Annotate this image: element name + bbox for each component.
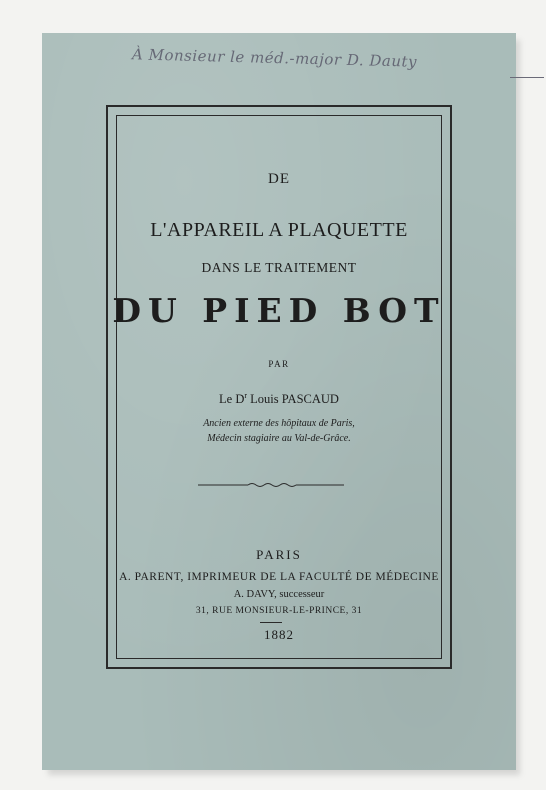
inscription-dash	[510, 77, 544, 78]
author-line	[108, 391, 450, 407]
title-page-content	[108, 107, 450, 667]
title-line-3: DU PIED BOT	[112, 291, 446, 330]
successor-line	[108, 589, 450, 600]
printer-address: 31, RUE MONSIEUR-LE-PRINCE, 31	[195, 606, 363, 616]
ornamental-rule	[198, 481, 344, 489]
title-line-1: L'APPAREIL A PLAQUETTE	[150, 219, 408, 241]
year-rule	[260, 622, 282, 623]
handwritten-inscription	[132, 43, 462, 83]
printer-line: A. PARENT, IMPRIMEUR DE LA FACULTÉ DE MÉDECINE	[119, 571, 439, 583]
preposition: DE	[268, 171, 290, 187]
author-name: Louis PASCAUD	[250, 392, 339, 407]
successor-role: successeur	[279, 589, 325, 600]
inscription-text: À Monsieur le méd.-major D. Dauty	[131, 45, 418, 71]
by-label: PAR	[268, 359, 290, 369]
publication-city: PARIS	[256, 547, 302, 562]
title-frame-outer	[106, 105, 452, 669]
successor-name: A. DAVY,	[233, 589, 277, 600]
title-line-2: DANS LE TRAITEMENT	[201, 260, 357, 275]
author-description-2: Médecin stagiaire au Val-de-Grâce.	[207, 433, 351, 444]
author-prefix: Le D	[219, 392, 245, 407]
book-cover	[42, 33, 516, 770]
publication-year: 1882	[264, 627, 294, 642]
author-description-1: Ancien externe des hôpitaux de Paris,	[203, 418, 355, 429]
author-prefix-sup: r	[244, 391, 248, 400]
